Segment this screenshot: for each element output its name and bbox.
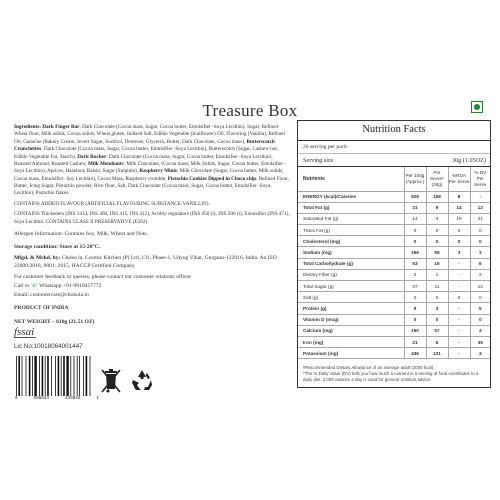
nutrient-value: 14 [448, 202, 470, 213]
crossed-bin-icon [100, 367, 122, 395]
nutrition-header-row [298, 167, 490, 191]
allergen-note: Allergen Information: Contains Soy, Milk, Wheat and Nuts. [14, 230, 148, 237]
nutrient-value: 0 [470, 314, 490, 325]
nutrient-value: 0 [426, 236, 448, 247]
nutrient-value: 0 [470, 292, 490, 303]
nutrient-value: 16 [426, 258, 448, 269]
ingredient-text: : Refined Flour, Butter, Icing Sugar, Pistachio powder, Rice flour, Salt, Dark Chocolate (Cocoa mass, Sugar, Cocoa butter, Emulsifier -Soya Lecithin), Pistachio flakes. [14, 175, 289, 197]
nutrition-title: Nutrition Facts [298, 121, 490, 141]
nutrient-value: 3 [470, 348, 490, 359]
nutrient-name: Saturated Fat (g) [298, 213, 404, 224]
nutrient-value: 37 [404, 281, 426, 292]
nutrition-facts-panel [297, 120, 491, 388]
thickeners-note: CONTAINS Thickeners (INS 1414, INS 466, INS 415, INS 412), Acidity regulators (INS 450 (i), INS 500 (i), Emulsifier (INS 471), Soya Lecithin. CONTAINS CLASS II PRESERVATIVE (E202). [14, 211, 290, 225]
nutrient-name: Salt (g) [298, 292, 404, 303]
barcode-bar [70, 356, 71, 396]
nutrient-value: - [448, 348, 470, 359]
ingredient-text: : Milk Chocolate, (Cocoa mass, Milk Solids, Sugar, Cocoa butter, Emulsifier -Soya Lecithin), Apricot, Hazelnut, Raisin, Sugar (Sulphite), [14, 160, 287, 175]
column-header: %RDA Per Serve [448, 167, 470, 191]
manufacturer-label: Mfgd. & Mrkd. by: [14, 254, 61, 261]
serving-size-label: Serving size [303, 157, 334, 164]
nutrient-value: - [448, 336, 470, 347]
flavour-note: CONTAINS ADDED FLAVOUR (ARTIFICIAL FLAVOURING SUBSTANCE-VANILLIN). [14, 200, 210, 207]
nutrient-value: 12 [470, 281, 490, 292]
net-weight: NET WEIGHT – 610g (21.51 OZ) [14, 319, 95, 326]
nutrient-value: - [448, 314, 470, 325]
barcode-bar [51, 356, 52, 396]
nutrient-value: 0 [404, 236, 426, 247]
nutrient-value: 0 [448, 225, 470, 236]
column-header: Per 100g (Approx.) [404, 167, 426, 191]
barcode-bar [86, 356, 88, 396]
nutrient-value: 0 [470, 236, 490, 247]
barcode-bar [63, 356, 65, 396]
fssai-logo: fssai [14, 326, 35, 338]
servings-per-pack: 20 serving per pack [298, 141, 490, 154]
ingredient-text: : Dark Chocolate (Cocoa mass, Sugar, Cocoa butter, Emulsifier -Soya Lecithin), Roasted Almond, Roasted Cashew, [14, 153, 273, 167]
barcode-bar [29, 356, 31, 396]
barcode-bar [83, 356, 84, 396]
nutrient-value: 0 [448, 236, 470, 247]
ingredient-label: Ingredients: Dark Finger Bar [14, 124, 80, 130]
nutrient-value: 12 [470, 202, 490, 213]
barcode-bar [79, 356, 80, 396]
nutrient-value: 1 [426, 269, 448, 280]
manufacturer-info [14, 255, 290, 271]
table-row [298, 213, 490, 224]
table-row [298, 348, 490, 359]
veg-symbol-icon [471, 101, 483, 113]
ingredient-label: Raspberry Minis [139, 168, 177, 175]
nutrient-value: 2 [470, 269, 490, 280]
nutrient-value: 2 [404, 269, 426, 280]
ingredient-text: : Dark Chocolate (Cocoa mass, Sugar, Cocoa butter, Emulsifier -Soya Lecithin), Sugar, Refined Wheat flour, Milk solids, Cocoa solids, Wheat gluten, Iodised Salt, Edible Vegetable (Sunflower) Oil, Flavoring (Vanilla), Refined Oil, Ganache (Bakery Cream, Invert Sugar, Sorbitol, Dextrose, Glycerin, Butter, Dark Chocolate, Cocoa mass), [14, 124, 285, 145]
barcode-digit: 0 [15, 396, 18, 401]
nutrient-value: 0 [404, 292, 426, 303]
column-header: Nutrients [298, 167, 404, 191]
barcode-bar [39, 356, 40, 396]
nutrient-value: 0 [470, 225, 490, 236]
product-title: Treasure Box [202, 101, 298, 120]
nutrient-name: Vitamin D (mcg) [298, 314, 404, 325]
nutrient-name: Total Carbohydrate (g) [298, 258, 404, 269]
nutrient-value: 21 [470, 213, 490, 224]
manufacturer-text: Choko la, Cosmic Kitchen (P) Ltd.,131, Phase-1, Udyog Vihar, Gurgaon-122016, India. An ISO 22000:2018, 9001: 2015, HACCP Certified Company. [14, 254, 277, 269]
barcode-bar [26, 356, 27, 396]
barcode-bar [55, 356, 56, 396]
nutrient-value: 0 [404, 225, 426, 236]
nutrition-table [298, 167, 490, 359]
nutrient-value: 4 [426, 213, 448, 224]
footnote-rda: #Recommended Dietary Allowance of an average adult (2000 kcal). [303, 365, 435, 371]
call-label: Call or [14, 282, 30, 289]
barcode-bar [61, 356, 62, 396]
nutrient-name: Protein (g) [298, 303, 404, 314]
nutrient-value: - [448, 281, 470, 292]
nutrient-value: 0 [448, 292, 470, 303]
origin-label: PRODUCT OF INDIA [14, 305, 69, 312]
ingredients-panel [14, 124, 290, 330]
table-row [298, 281, 490, 292]
barcode-bar [90, 356, 91, 396]
ingredient-text: : Dark Chocolate [Cocoa mass, Sugar, Cocoa butter, Emulsifier -Soya Lecithin], Butterscotch (Sugar, Cashew nut, Edible Vegetable Fat, Starch), [14, 146, 279, 160]
barcode-bar [45, 356, 46, 396]
table-row [298, 269, 490, 280]
nutrient-value: - [448, 269, 470, 280]
serving-size-row [298, 154, 490, 167]
ingredient-label: Butterscotch Crunchettes [14, 138, 275, 153]
barcode-bar [22, 356, 23, 396]
nutrient-value: 11 [426, 281, 448, 292]
barcode-bar [47, 356, 49, 396]
barcode-digits [14, 396, 100, 401]
whatsapp-icon: ☏ [30, 282, 38, 289]
nutrient-value: 21 [404, 336, 426, 347]
ingredients-text [14, 124, 290, 198]
table-row [298, 303, 490, 314]
nutrient-name: ENERGY (kcal)/Calories [298, 191, 404, 202]
column-header: Per Serve* (30g) [426, 167, 448, 191]
storage-note: Storage condition: Store at 15-20°C. [14, 243, 101, 250]
nutrient-value: 9 [426, 202, 448, 213]
barcode-bar [58, 356, 60, 396]
nutrient-value: - [448, 303, 470, 314]
nutrient-value: 190 [404, 325, 426, 336]
table-row [298, 336, 490, 347]
email-line: Email: customercare@chokola.in [14, 291, 89, 298]
nutrient-name: Potassium (mg) [298, 348, 404, 359]
nutrient-value: 53 [404, 258, 426, 269]
table-row [298, 225, 490, 236]
contact-line [14, 283, 290, 291]
nutrient-value: - [448, 325, 470, 336]
nutrient-value: 0 [426, 292, 448, 303]
nutrient-value: 3 [426, 303, 448, 314]
table-row [298, 236, 490, 247]
ingredient-text: : Milk Chocolate (Sugar, Cocoa butter, Milk solids, Cocoa mass, Emulsifier -Soy Lecithin), Cocoa Mass, Raspberry crumble, [14, 168, 284, 182]
nutrient-name: Iron (mg) [298, 336, 404, 347]
nutrient-name: Sodium (mg) [298, 247, 404, 258]
nutrient-value: 5 [470, 303, 490, 314]
footnote-dv: *The % Daily Value (DV) tells you how much a nutrient in a serving of food contributes to a daily diet. 2,000 calories a day is used for general nutrition advice. [303, 371, 479, 383]
nutrient-value: 57 [426, 325, 448, 336]
nutrition-footnotes [298, 359, 490, 383]
nutrient-value: 528 [404, 191, 426, 202]
barcode-digit: 906044 [33, 396, 50, 401]
nutrient-name: Cholesterol (mg) [298, 236, 404, 247]
license-number: Lic No:10018064001447 [14, 343, 83, 350]
table-row [298, 325, 490, 336]
barcode-bar [42, 356, 44, 396]
table-row [298, 292, 490, 303]
nutrient-value: 59 [426, 247, 448, 258]
nutrient-name: Total Fat (g) [298, 202, 404, 213]
serving-size-value: 30g (1.05OZ) [451, 157, 486, 164]
nutrient-value: 31 [404, 202, 426, 213]
barcode-bar [77, 356, 78, 396]
barcode-bar [74, 356, 75, 396]
whatsapp-number: Whatsapp +91-9910457772 [39, 282, 102, 289]
nutrient-value: 9 [404, 303, 426, 314]
ingredient-label: Milk Mendiants [88, 160, 124, 167]
nutrient-value: 131 [426, 348, 448, 359]
nutrient-name: Total Sugar (g) [298, 281, 404, 292]
nutrient-value: - [470, 191, 490, 202]
nutrient-value: 158 [426, 191, 448, 202]
nutrient-value: 436 [404, 348, 426, 359]
barcode-bar [34, 356, 36, 396]
barcode-bar [32, 356, 33, 396]
barcode-digit: 1 [96, 396, 99, 401]
barcode-bar [16, 356, 17, 396]
barcode-bar [18, 356, 20, 396]
nutrient-name: Dietary Fiber (g) [298, 269, 404, 280]
nutrient-value: 4 [470, 325, 490, 336]
nutrient-value: 0 [426, 314, 448, 325]
barcode-bar [66, 356, 68, 396]
nutrient-value: 19 [448, 213, 470, 224]
nutrient-value: 14 [404, 213, 426, 224]
nutrient-value: 6 [426, 336, 448, 347]
ingredient-label: Pistachio Cookies Dipped in Choco chip [167, 175, 257, 182]
ingredient-label: Dark Rocher [77, 153, 107, 160]
nutrient-value: 3 [470, 247, 490, 258]
table-row [298, 202, 490, 213]
nutrient-value: 196 [404, 247, 426, 258]
table-row [298, 314, 490, 325]
table-row [298, 247, 490, 258]
nutrient-name: Trans Fat (g) [298, 225, 404, 236]
nutrient-value: 6 [470, 258, 490, 269]
nutrient-value: 35 [470, 336, 490, 347]
nutrient-value: - [448, 258, 470, 269]
table-row [298, 191, 490, 202]
nutrient-name: Calcium (mg) [298, 325, 404, 336]
nutrient-value: 3 [448, 247, 470, 258]
barcode-digit: 440036 [64, 396, 81, 401]
table-row [298, 258, 490, 269]
nutrient-value: 0 [404, 314, 426, 325]
nutrient-value: 0 [426, 225, 448, 236]
nutrient-value: 8 [448, 191, 470, 202]
recycle-icon [129, 368, 155, 394]
column-header: % DV Per Serve [470, 167, 490, 191]
feedback-note: For customer feedback or queries, please contact our customer relations officer. [14, 273, 192, 280]
